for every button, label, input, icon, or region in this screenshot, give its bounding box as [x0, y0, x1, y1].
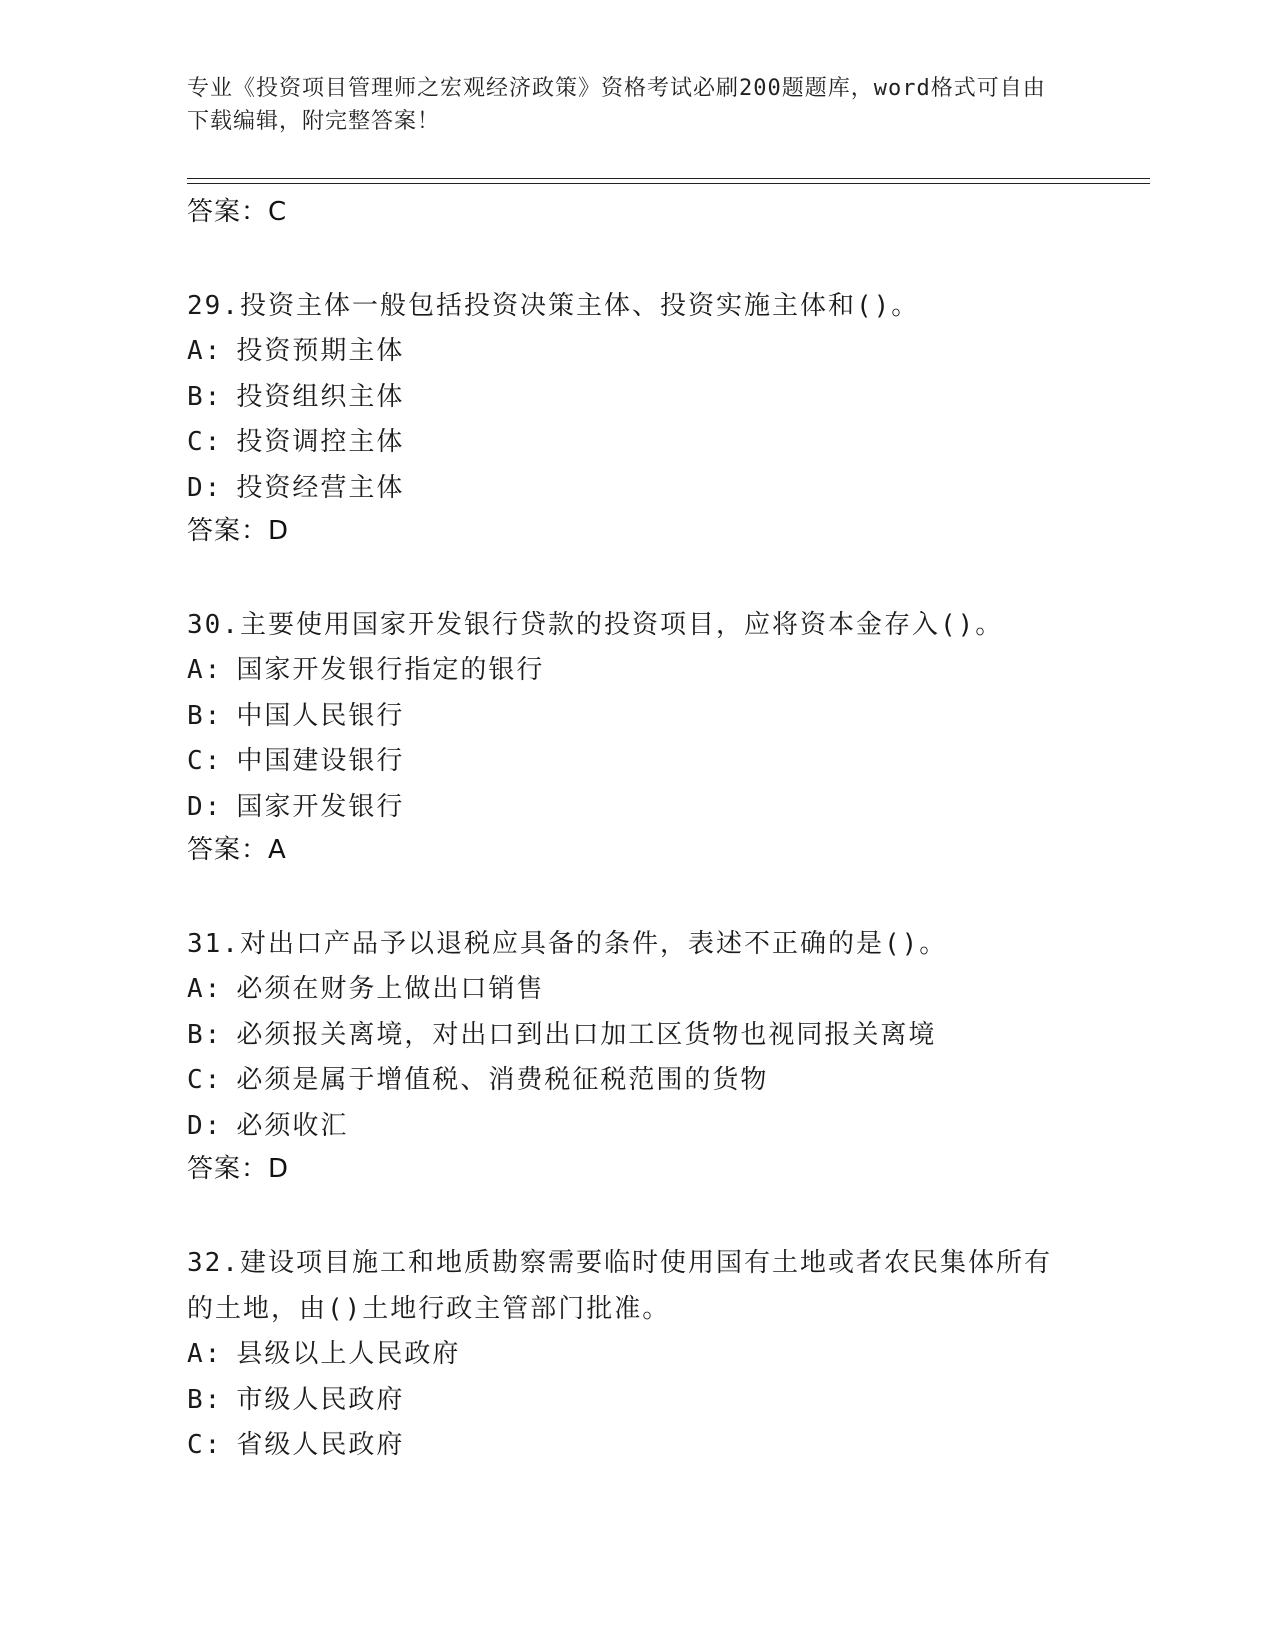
option-label: D:	[187, 791, 223, 822]
answer-line: 答案：D	[187, 1154, 290, 1184]
option-b	[187, 375, 1087, 421]
option-a	[187, 967, 1087, 1013]
option-label: B:	[187, 1384, 223, 1415]
question-31	[187, 921, 1087, 1189]
answer-line: 答案：D	[187, 516, 290, 546]
question-30	[187, 602, 1087, 870]
option-text: 中国建设银行	[236, 746, 405, 776]
question-stem: 32.建设项目施工和地质勘察需要临时使用国有土地或者农民集体所有的土地，由()土地行政主管部门批准。	[187, 1248, 1052, 1324]
option-label: A:	[187, 974, 223, 1004]
question-stem: 30.主要使用国家开发银行贷款的投资项目，应将资本金存入()。	[187, 610, 1004, 640]
option-label: D:	[187, 1110, 223, 1141]
option-a	[187, 329, 1087, 375]
option-c	[187, 739, 1087, 785]
option-c	[187, 1423, 1087, 1469]
option-d	[187, 466, 1087, 512]
option-c	[187, 1058, 1087, 1104]
option-text: 投资预期主体	[236, 336, 405, 366]
question-stem: 31.对出口产品予以退税应具备的条件，表述不正确的是()。	[187, 929, 948, 959]
question-32	[187, 1240, 1087, 1469]
header-rule-top	[187, 178, 1150, 179]
option-a	[187, 648, 1087, 694]
option-d	[187, 1104, 1087, 1150]
header-rule-bottom	[187, 183, 1150, 184]
question-29	[187, 283, 1087, 551]
option-label: B:	[187, 1019, 223, 1050]
option-text: 投资组织主体	[236, 381, 405, 412]
option-d	[187, 785, 1087, 831]
answer-line: 答案：C	[187, 197, 288, 227]
option-b	[187, 1378, 1087, 1424]
option-text: 必须是属于增值税、消费税征税范围的货物	[236, 1065, 769, 1095]
option-b	[187, 694, 1087, 740]
option-label: C:	[187, 746, 223, 776]
option-label: D:	[187, 472, 223, 503]
option-text: 国家开发银行	[236, 791, 405, 822]
option-a	[187, 1332, 1087, 1378]
option-text: 必须收汇	[236, 1110, 349, 1141]
option-label: A:	[187, 1339, 223, 1369]
option-label: C:	[187, 1065, 223, 1095]
question-list	[187, 190, 1087, 1469]
option-label: C:	[187, 427, 223, 457]
option-text: 必须报关离境，对出口到出口加工区货物也视同报关离境	[236, 1019, 937, 1050]
question-stem: 29.投资主体一般包括投资决策主体、投资实施主体和()。	[187, 291, 920, 321]
option-label: A:	[187, 336, 223, 366]
option-label: A:	[187, 655, 223, 685]
option-text: 投资经营主体	[236, 472, 405, 503]
option-c	[187, 420, 1087, 466]
option-label: C:	[187, 1430, 223, 1460]
option-text: 中国人民银行	[236, 700, 405, 731]
document-header: 专业《投资项目管理师之宏观经济政策》资格考试必刷200题题库，word格式可自由下载编辑，附完整答案！	[187, 76, 1046, 134]
option-label: B:	[187, 381, 223, 412]
option-text: 市级人民政府	[236, 1384, 405, 1415]
option-text: 必须在财务上做出口销售	[236, 974, 545, 1004]
option-b	[187, 1013, 1087, 1059]
answer-line: 答案：A	[187, 835, 287, 865]
option-text: 省级人民政府	[236, 1430, 405, 1460]
option-text: 国家开发银行指定的银行	[236, 655, 545, 685]
option-label: B:	[187, 700, 223, 731]
option-text: 县级以上人民政府	[236, 1339, 461, 1369]
option-text: 投资调控主体	[236, 427, 405, 457]
